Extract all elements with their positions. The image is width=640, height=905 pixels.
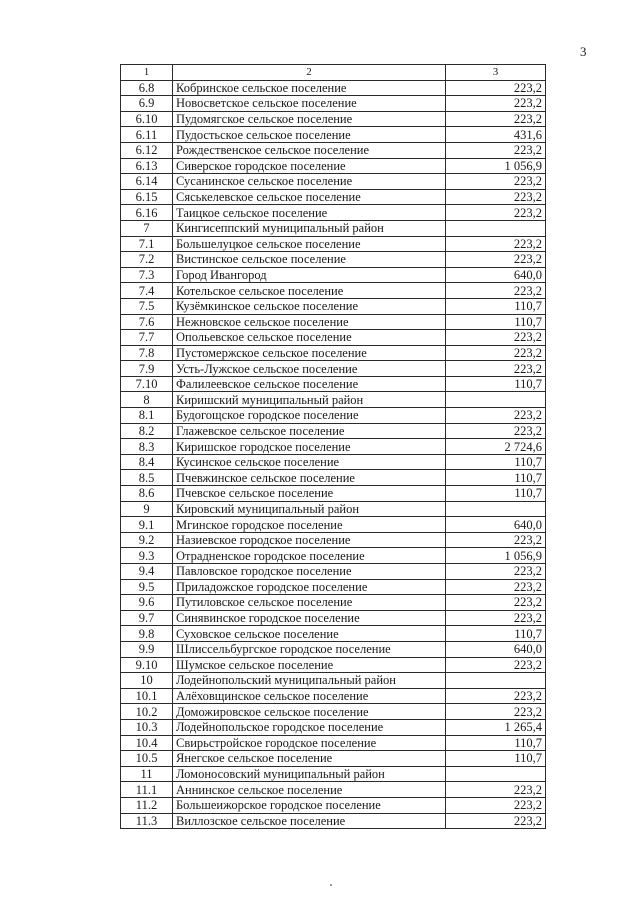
row-number: 11.2 [121, 797, 173, 813]
table-row [121, 517, 546, 533]
table-row [121, 579, 546, 595]
table-row [121, 408, 546, 424]
table-row [121, 751, 546, 767]
row-number: 9.9 [121, 641, 173, 657]
table-row [121, 704, 546, 720]
amount: 223,2 [446, 797, 546, 813]
amount: 223,2 [446, 142, 546, 158]
table-row [121, 782, 546, 798]
header-col-3: 3 [446, 65, 546, 81]
amount: 223,2 [446, 782, 546, 798]
table-row [121, 813, 546, 829]
table-row [121, 189, 546, 205]
table-row [121, 361, 546, 377]
row-number: 6.10 [121, 111, 173, 127]
amount: 223,2 [446, 408, 546, 424]
table-row [121, 735, 546, 751]
amount: 223,2 [446, 579, 546, 595]
settlement-name: Приладожское городское поселение [173, 579, 446, 595]
amount: 110,7 [446, 751, 546, 767]
row-number: 10.1 [121, 688, 173, 704]
table-row [121, 470, 546, 486]
settlement-name: Киришский муниципальный район [173, 392, 446, 408]
amount: 223,2 [446, 205, 546, 221]
row-number: 10.5 [121, 751, 173, 767]
table-row [121, 564, 546, 580]
row-number: 9.6 [121, 595, 173, 611]
row-number: 9.8 [121, 626, 173, 642]
table-row [121, 719, 546, 735]
settlement-name: Большеижорское городское поселение [173, 797, 446, 813]
table-row [121, 283, 546, 299]
table-row [121, 158, 546, 174]
row-number: 6.14 [121, 174, 173, 190]
table-row [121, 80, 546, 96]
amount: 431,6 [446, 127, 546, 143]
table-row [121, 298, 546, 314]
amount: 223,2 [446, 688, 546, 704]
row-number: 6.13 [121, 158, 173, 174]
amount: 223,2 [446, 345, 546, 361]
settlement-name: Глажевское сельское поселение [173, 423, 446, 439]
table-row [121, 345, 546, 361]
row-number: 7.5 [121, 298, 173, 314]
row-number: 8 [121, 392, 173, 408]
settlement-name: Суховское сельское поселение [173, 626, 446, 642]
table-row [121, 657, 546, 673]
amount [446, 392, 546, 408]
amount: 223,2 [446, 174, 546, 190]
table-body [121, 65, 546, 829]
row-number: 9.4 [121, 564, 173, 580]
row-number: 10.3 [121, 719, 173, 735]
row-number: 7.3 [121, 267, 173, 283]
row-number: 8.3 [121, 439, 173, 455]
row-number: 6.9 [121, 96, 173, 112]
amount: 223,2 [446, 80, 546, 96]
settlement-name: Назиевское городское поселение [173, 532, 446, 548]
settlement-name: Опольевское сельское поселение [173, 330, 446, 346]
row-number: 7.10 [121, 376, 173, 392]
settlement-name: Нежновское сельское поселение [173, 314, 446, 330]
row-number: 7.7 [121, 330, 173, 346]
amount: 1 056,9 [446, 548, 546, 564]
settlement-name: Киришское городское поселение [173, 439, 446, 455]
amount: 223,2 [446, 564, 546, 580]
row-number: 10.4 [121, 735, 173, 751]
table-row [121, 392, 546, 408]
settlement-name: Будогощское городское поселение [173, 408, 446, 424]
table-row [121, 766, 546, 782]
row-number: 10 [121, 673, 173, 689]
amount: 640,0 [446, 641, 546, 657]
amount: 110,7 [446, 735, 546, 751]
table-row [121, 673, 546, 689]
amount: 640,0 [446, 267, 546, 283]
row-number: 10.2 [121, 704, 173, 720]
amount: 223,2 [446, 813, 546, 829]
amount: 223,2 [446, 189, 546, 205]
amount: 223,2 [446, 657, 546, 673]
row-number: 9.7 [121, 610, 173, 626]
row-number: 8.1 [121, 408, 173, 424]
table-row [121, 127, 546, 143]
amount: 223,2 [446, 595, 546, 611]
table-row [121, 96, 546, 112]
table-row [121, 267, 546, 283]
table-row [121, 330, 546, 346]
table-row [121, 376, 546, 392]
row-number: 7 [121, 220, 173, 236]
row-number: 6.16 [121, 205, 173, 221]
settlement-name: Кузёмкинское сельское поселение [173, 298, 446, 314]
settlement-name: Кингисеппский муниципальный район [173, 220, 446, 236]
row-number: 6.8 [121, 80, 173, 96]
amount [446, 220, 546, 236]
row-number: 11.1 [121, 782, 173, 798]
table-row [121, 236, 546, 252]
settlement-name: Новосветское сельское поселение [173, 96, 446, 112]
row-number: 9.3 [121, 548, 173, 564]
table-row [121, 314, 546, 330]
settlement-name: Пудомягское сельское поселение [173, 111, 446, 127]
settlement-name: Виллозское сельское поселение [173, 813, 446, 829]
row-number: 11.3 [121, 813, 173, 829]
settlements-table [120, 64, 546, 829]
amount: 1 265,4 [446, 719, 546, 735]
table-row [121, 641, 546, 657]
settlement-name: Пудостьское сельское поселение [173, 127, 446, 143]
amount [446, 501, 546, 517]
settlement-name: Лодейнопольский муниципальный район [173, 673, 446, 689]
row-number: 9 [121, 501, 173, 517]
settlement-name: Пчевжинское сельское поселение [173, 470, 446, 486]
settlement-name: Шлиссельбургское городское поселение [173, 641, 446, 657]
settlement-name: Синявинское городское поселение [173, 610, 446, 626]
amount: 223,2 [446, 111, 546, 127]
table-row [121, 532, 546, 548]
amount: 223,2 [446, 704, 546, 720]
page-number: 3 [580, 44, 587, 59]
amount: 223,2 [446, 423, 546, 439]
settlement-name: Кировский муниципальный район [173, 501, 446, 517]
table-row [121, 486, 546, 502]
row-number: 8.6 [121, 486, 173, 502]
scan-speck [330, 884, 332, 886]
amount [446, 766, 546, 782]
settlement-name: Вистинское сельское поселение [173, 252, 446, 268]
settlement-name: Сяськелевское сельское поселение [173, 189, 446, 205]
table-row [121, 205, 546, 221]
amount: 110,7 [446, 626, 546, 642]
row-number: 6.15 [121, 189, 173, 205]
table-row [121, 142, 546, 158]
settlement-name: Усть-Лужское сельское поселение [173, 361, 446, 377]
table-row [121, 439, 546, 455]
amount: 110,7 [446, 376, 546, 392]
table-row [121, 220, 546, 236]
settlement-name: Сусанинское сельское поселение [173, 174, 446, 190]
settlement-name: Отрадненское городское поселение [173, 548, 446, 564]
settlement-name: Свирьстройское городское поселение [173, 735, 446, 751]
settlement-name: Аннинское сельское поселение [173, 782, 446, 798]
amount: 640,0 [446, 517, 546, 533]
settlement-name: Шумское сельское поселение [173, 657, 446, 673]
amount: 223,2 [446, 96, 546, 112]
settlement-name: Большелуцкое сельское поселение [173, 236, 446, 252]
settlement-name: Доможировское сельское поселение [173, 704, 446, 720]
amount: 110,7 [446, 298, 546, 314]
settlement-name: Фалилеевское сельское поселение [173, 376, 446, 392]
table-row [121, 174, 546, 190]
row-number: 7.2 [121, 252, 173, 268]
settlement-name: Рождественское сельское поселение [173, 142, 446, 158]
table-header-row [121, 65, 546, 81]
row-number: 9.1 [121, 517, 173, 533]
settlement-name: Алёховщинское сельское поселение [173, 688, 446, 704]
amount: 110,7 [446, 486, 546, 502]
settlement-name: Янегское сельское поселение [173, 751, 446, 767]
table-row [121, 797, 546, 813]
settlement-name: Сиверское городское поселение [173, 158, 446, 174]
settlement-name: Павловское городское поселение [173, 564, 446, 580]
amount: 223,2 [446, 361, 546, 377]
row-number: 9.5 [121, 579, 173, 595]
row-number: 9.10 [121, 657, 173, 673]
row-number: 9.2 [121, 532, 173, 548]
amount: 223,2 [446, 283, 546, 299]
table-row [121, 423, 546, 439]
table-row [121, 111, 546, 127]
amount: 223,2 [446, 532, 546, 548]
settlement-name: Кусинское сельское поселение [173, 454, 446, 470]
row-number: 7.9 [121, 361, 173, 377]
amount: 223,2 [446, 610, 546, 626]
settlement-name: Таицкое сельское поселение [173, 205, 446, 221]
table-row [121, 548, 546, 564]
row-number: 6.12 [121, 142, 173, 158]
row-number: 8.5 [121, 470, 173, 486]
settlement-name: Котельское сельское поселение [173, 283, 446, 299]
amount: 223,2 [446, 252, 546, 268]
settlement-name: Ломоносовский муниципальный район [173, 766, 446, 782]
row-number: 11 [121, 766, 173, 782]
row-number: 8.4 [121, 454, 173, 470]
settlement-name: Путиловское сельское поселение [173, 595, 446, 611]
table-row [121, 626, 546, 642]
amount: 223,2 [446, 330, 546, 346]
row-number: 8.2 [121, 423, 173, 439]
table-row [121, 688, 546, 704]
settlement-name: Город Ивангород [173, 267, 446, 283]
table-row [121, 610, 546, 626]
settlement-name: Пчевское сельское поселение [173, 486, 446, 502]
amount: 110,7 [446, 470, 546, 486]
settlement-name: Кобринское сельское поселение [173, 80, 446, 96]
amount: 110,7 [446, 314, 546, 330]
amount: 223,2 [446, 236, 546, 252]
settlement-name: Пустомержское сельское поселение [173, 345, 446, 361]
header-col-2: 2 [173, 65, 446, 81]
row-number: 7.1 [121, 236, 173, 252]
row-number: 7.8 [121, 345, 173, 361]
amount: 2 724,6 [446, 439, 546, 455]
table-row [121, 501, 546, 517]
amount: 110,7 [446, 454, 546, 470]
table-row [121, 454, 546, 470]
table-row [121, 252, 546, 268]
header-col-1: 1 [121, 65, 173, 81]
row-number: 7.4 [121, 283, 173, 299]
amount: 1 056,9 [446, 158, 546, 174]
settlement-name: Мгинское городское поселение [173, 517, 446, 533]
row-number: 6.11 [121, 127, 173, 143]
amount [446, 673, 546, 689]
row-number: 7.6 [121, 314, 173, 330]
table-row [121, 595, 546, 611]
settlement-name: Лодейнопольское городское поселение [173, 719, 446, 735]
